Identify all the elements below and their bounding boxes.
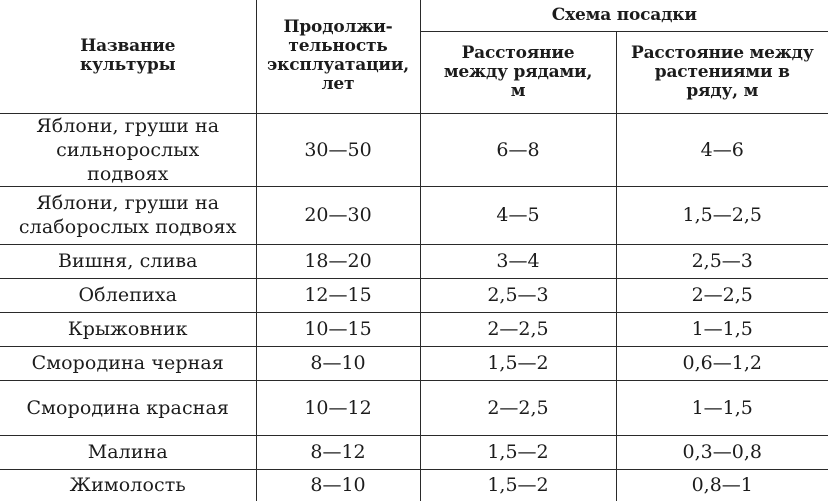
- header-crop: Название культуры: [0, 0, 256, 113]
- cell-duration: 30—50: [256, 113, 420, 186]
- cell-crop: Вишня, слива: [0, 244, 256, 278]
- cell-duration: 8—10: [256, 469, 420, 501]
- cell-duration: 8—12: [256, 435, 420, 469]
- cell-crop: Яблони, груши на сильнорослых подвоях: [0, 113, 256, 186]
- cell-crop: Малина: [0, 435, 256, 469]
- table-row: [0, 186, 828, 244]
- cell-plant-spacing: 2,5—3: [616, 244, 828, 278]
- table-row: [0, 113, 828, 186]
- cell-plant-spacing: 0,6—1,2: [616, 346, 828, 380]
- cell-crop: Смородина красная: [0, 380, 256, 435]
- cell-plant-spacing: 2—2,5: [616, 278, 828, 312]
- cell-crop: Облепиха: [0, 278, 256, 312]
- cell-duration: 20—30: [256, 186, 420, 244]
- cell-plant-spacing: 0,8—1: [616, 469, 828, 501]
- table-row: [0, 469, 828, 501]
- cell-duration: 18—20: [256, 244, 420, 278]
- table-row: [0, 380, 828, 435]
- header-duration: Продолжи-тельность эксплуатации, лет: [256, 0, 420, 113]
- table-body: [0, 113, 828, 501]
- header-row-spacing: Расстояние между рядами, м: [420, 31, 616, 113]
- cell-row-spacing: 4—5: [420, 186, 616, 244]
- table-row: [0, 346, 828, 380]
- cell-row-spacing: 2,5—3: [420, 278, 616, 312]
- cell-duration: 10—12: [256, 380, 420, 435]
- cell-row-spacing: 1,5—2: [420, 435, 616, 469]
- table-header: [0, 0, 828, 113]
- table-row: [0, 435, 828, 469]
- cell-crop: Яблони, груши на слаборослых подвоях: [0, 186, 256, 244]
- header-planting-scheme: Схема посадки: [420, 0, 828, 31]
- header-plant-spacing: Расстояние между растениями в ряду, м: [616, 31, 828, 113]
- table-row: [0, 312, 828, 346]
- cell-duration: 8—10: [256, 346, 420, 380]
- cell-duration: 12—15: [256, 278, 420, 312]
- cell-row-spacing: 1,5—2: [420, 346, 616, 380]
- cell-row-spacing: 2—2,5: [420, 312, 616, 346]
- cell-plant-spacing: 1—1,5: [616, 312, 828, 346]
- cell-crop: Крыжовник: [0, 312, 256, 346]
- cell-row-spacing: 2—2,5: [420, 380, 616, 435]
- cell-plant-spacing: 1,5—2,5: [616, 186, 828, 244]
- cell-duration: 10—15: [256, 312, 420, 346]
- cell-plant-spacing: 4—6: [616, 113, 828, 186]
- cell-crop: Смородина черная: [0, 346, 256, 380]
- table-row: [0, 244, 828, 278]
- cell-plant-spacing: 0,3—0,8: [616, 435, 828, 469]
- cell-plant-spacing: 1—1,5: [616, 380, 828, 435]
- cell-row-spacing: 6—8: [420, 113, 616, 186]
- cell-crop: Жимолость: [0, 469, 256, 501]
- cell-row-spacing: 3—4: [420, 244, 616, 278]
- table-row: [0, 278, 828, 312]
- cell-row-spacing: 1,5—2: [420, 469, 616, 501]
